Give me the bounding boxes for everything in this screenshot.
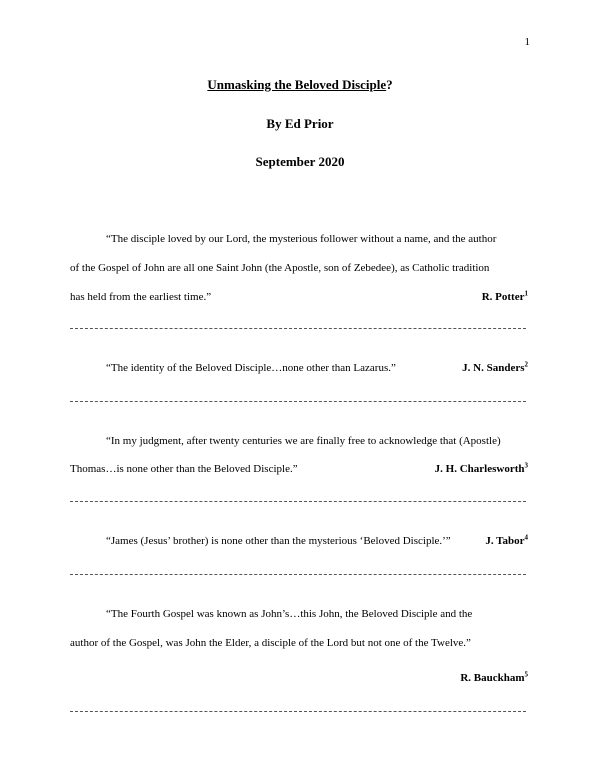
byline: By Ed Prior (266, 116, 334, 131)
quote-3-author (435, 463, 528, 475)
quote-3-line-1: “In my judgment, after twenty centuries we are finally free to acknowledge that (Apostle) (106, 435, 501, 447)
quote-4-line-1: “James (Jesus’ brother) is none other than the mysterious ‘Beloved Disciple.’” (106, 535, 451, 547)
quote-2-line-1: “The identity of the Beloved Disciple…none other than Lazarus.” (106, 362, 396, 374)
quote-1-line-2: of the Gospel of John are all one Saint John (the Apostle, son of Zebedee), as Catholic tradition (70, 262, 490, 274)
quote-4-author (485, 535, 528, 547)
quote-5-footnote: 5 (524, 670, 528, 679)
quote-3-line-2: Thomas…is none other than the Beloved Disciple.” (70, 463, 298, 475)
quote-4-author-name: J. Tabor (485, 535, 525, 547)
quote-1-author-name: R. Potter (481, 291, 525, 303)
quote-3-author-name: J. H. Charlesworth (434, 463, 525, 475)
title-punct: ? (386, 77, 393, 92)
quote-2-footnote: 2 (524, 360, 528, 369)
date: September 2020 (255, 154, 345, 169)
quote-2-author-name: J. N. Sanders (462, 362, 525, 374)
quote-1-line-3: has held from the earliest time.” (70, 291, 212, 303)
separator-4 (70, 574, 526, 575)
separator-2 (70, 401, 526, 402)
separator-5 (70, 711, 526, 712)
quote-5-author (460, 672, 528, 684)
quote-5-line-1: “The Fourth Gospel was known as John’s…this John, the Beloved Disciple and the (106, 608, 473, 620)
page-title (0, 77, 600, 93)
separator-1 (70, 328, 526, 329)
quote-5-line-2: author of the Gospel, was John the Elder, a disciple of the Lord but not one of the Twelve.” (70, 637, 471, 649)
quote-2-author (462, 362, 528, 374)
title-main: Unmasking the Beloved Disciple (207, 77, 387, 92)
page-number: 1 (524, 36, 530, 48)
quote-3-footnote: 3 (524, 461, 528, 470)
quote-5-author-name: R. Bauckham (460, 672, 525, 684)
quote-4-footnote: 4 (524, 533, 528, 542)
separator-3 (70, 501, 526, 502)
quote-1-footnote: 1 (524, 289, 528, 298)
quote-1-line-1: “The disciple loved by our Lord, the mysterious follower without a name, and the author (106, 233, 497, 245)
quote-1-author (482, 291, 528, 303)
